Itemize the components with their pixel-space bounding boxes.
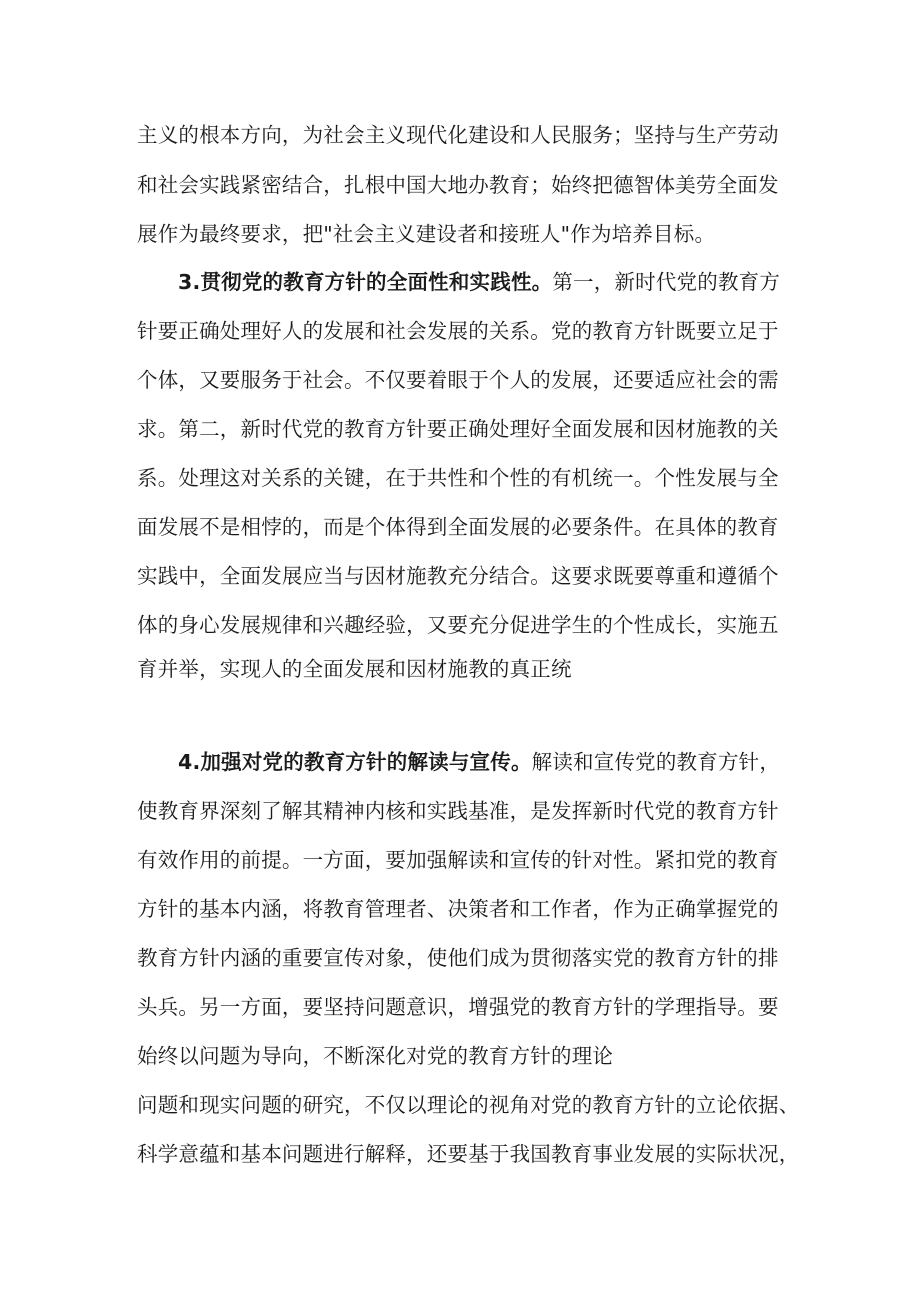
text-line: 使教育界深刻了解其精神内核和实践基准，是发挥新时代党的教育方针 [137,799,779,823]
text-line: 方针的基本内涵，将教育管理者、决策者和工作者，作为正确掌握党的 [137,897,779,921]
section-4-first-line [178,749,780,775]
text-line: 教育方针内涵的重要宣传对象，使他们成为贯彻落实党的教育方针的排 [137,946,779,970]
text-line: 和社会实践紧密结合，扎根中国大地办教育；始终把德智体美劳全面发 [137,173,779,197]
text-line: 主义的根本方向，为社会主义现代化建设和人民服务；坚持与生产劳动 [137,123,779,147]
section-4-heading: 4.加强对党的教育方针的解读与宣传。 [178,750,532,774]
text-line: 求。第二，新时代党的教育方针要正确处理好全面发展和因材施教的关 [137,417,779,441]
text-line: 实践中，全面发展应当与因材施教充分结合。这要求既要尊重和遵循个 [137,564,779,588]
section-3-heading: 3.贯彻党的教育方针的全面性和实践性。 [178,270,553,294]
text-line: 问题和现实问题的研究，不仅以理论的视角对党的教育方针的立论依据、 [137,1093,800,1117]
text-line: 针要正确处理好人的发展和社会发展的关系。党的教育方针既要立足于 [137,319,779,343]
text-line: 面发展不是相悖的，而是个体得到全面发展的必要条件。在具体的教育 [137,515,779,539]
text-line: 始终以问题为导向，不断深化对党的教育方针的理论 [137,1044,614,1068]
text-line: 育并举，实现人的全面发展和因材施教的真正统 [137,657,572,681]
text-span: 解读和宣传党的教育方针， [531,750,781,774]
text-line: 系。处理这对关系的关键，在于共性和个性的有机统一。个性发展与全 [137,466,779,490]
text-line: 有效作用的前提。一方面，要加强解读和宣传的针对性。紧扣党的教育 [137,848,779,872]
text-line: 体的身心发展规律和兴趣经验，又要充分促进学生的个性成长，实施五 [137,613,779,637]
text-line: 科学意蕴和基本问题进行解释，还要基于我国教育事业发展的实际状况， [137,1142,800,1166]
text-line: 头兵。另一方面，要坚持问题意识，增强党的教育方针的学理指导。要 [137,995,779,1019]
text-span: 第一，新时代党的教育方 [552,270,781,294]
section-3-first-line [178,269,780,295]
text-line: 个体，又要服务于社会。不仅要着眼于个人的发展，还要适应社会的需 [137,368,779,392]
text-line: 展作为最终要求，把"社会主义建设者和接班人"作为培养目标。 [137,222,716,246]
